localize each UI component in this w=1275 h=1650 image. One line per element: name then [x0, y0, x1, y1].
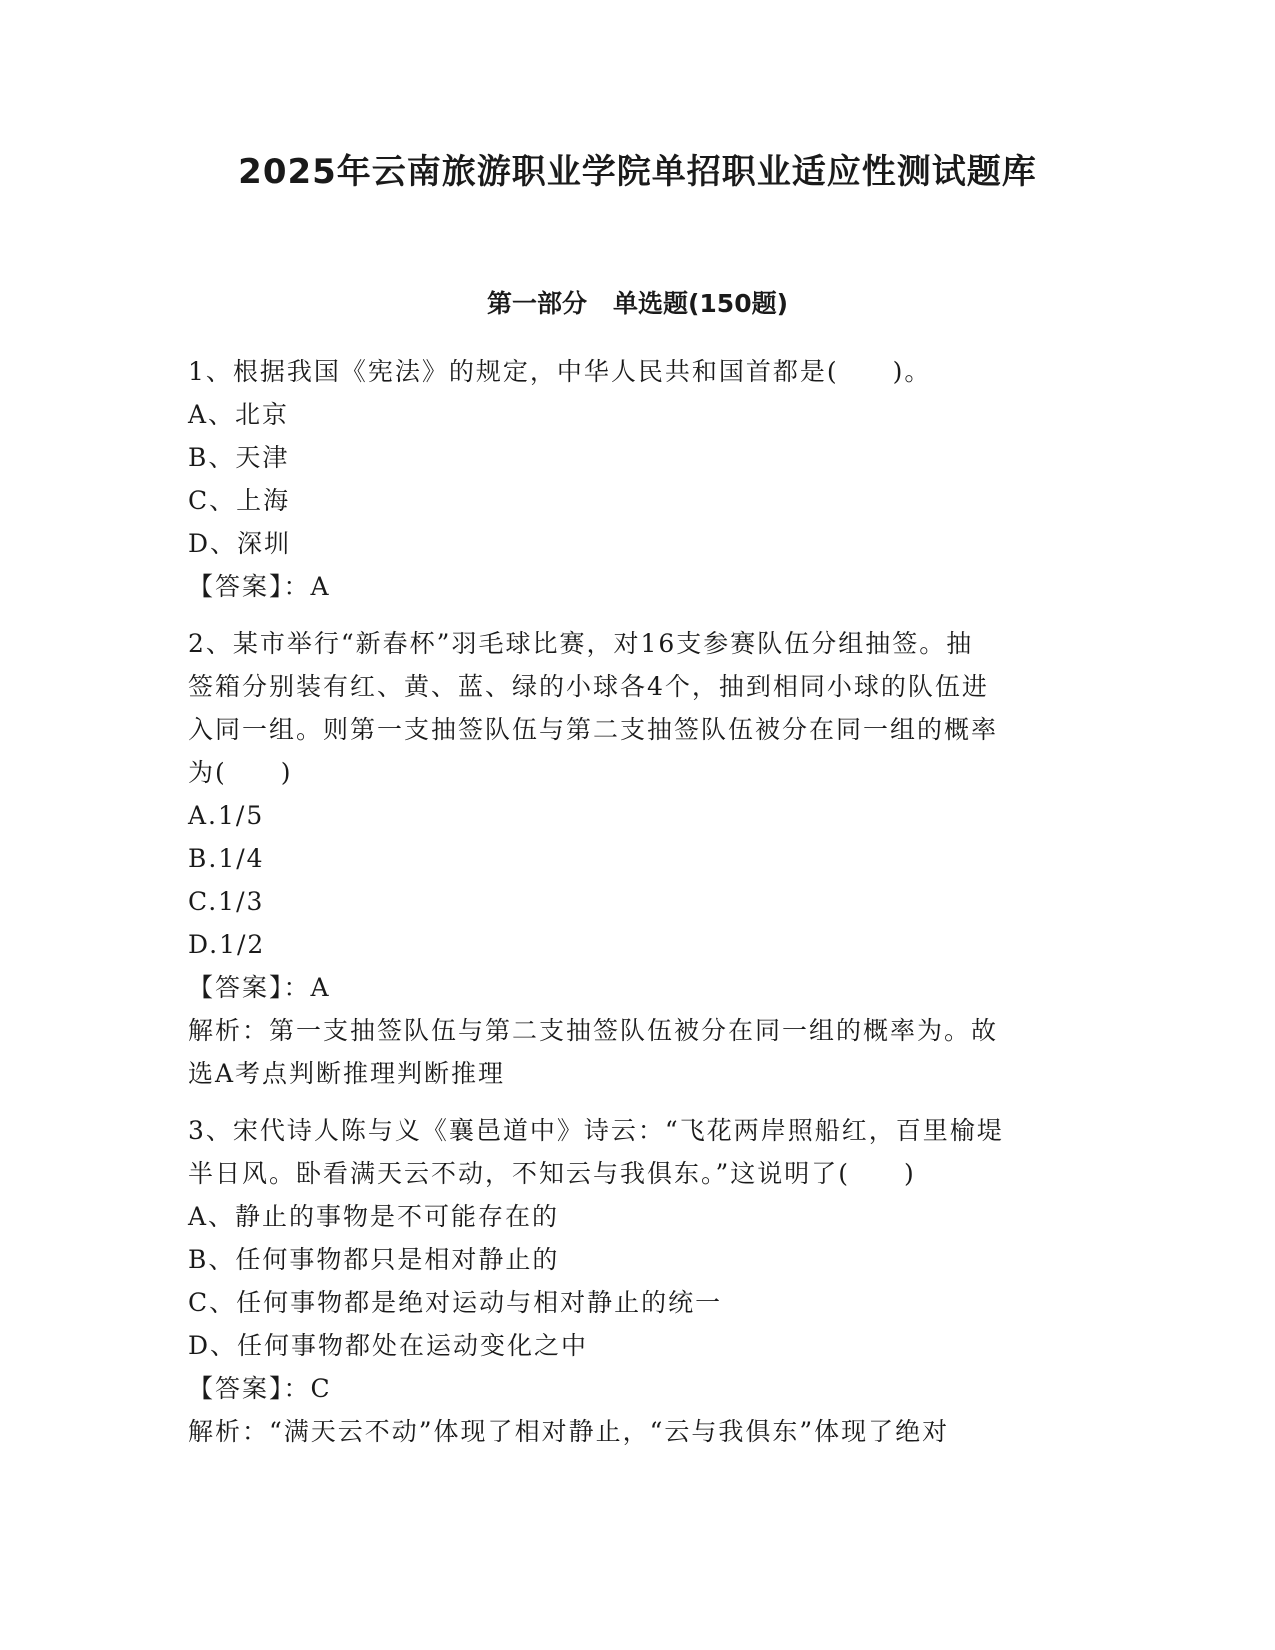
answer-line: 【答案】：A: [188, 572, 331, 601]
option-c: C、上海: [188, 486, 291, 515]
answer-line: 【答案】：A: [188, 973, 331, 1002]
option-a: A.1/5: [188, 801, 265, 830]
option-d: D.1/2: [188, 930, 266, 959]
question-stem-line: 入同一组。则第一支抽签队伍与第二支抽签队伍被分在同一组的概率: [188, 715, 999, 744]
question-stem-line: 1、根据我国《宪法》的规定，中华人民共和国首都是( )。: [188, 357, 932, 386]
question-stem-line: 半日风。卧看满天云不动，不知云与我俱东。”这说明了( ): [188, 1159, 916, 1188]
section-name-label: 单选题(150题): [612, 289, 789, 318]
option-c: C、任何事物都是绝对运动与相对静止的统一: [188, 1288, 723, 1317]
option-b: B.1/4: [188, 844, 265, 873]
document-title: 2025年云南旅游职业学院单招职业适应性测试题库: [238, 152, 1037, 192]
question-1: [188, 350, 1088, 608]
explanation-line: 解析：第一支抽签队伍与第二支抽签队伍被分在同一组的概率为。故: [188, 1016, 999, 1045]
question-3: [188, 1109, 1088, 1453]
section-part-label: 第一部分: [486, 289, 587, 318]
explanation-line: 解析：“满天云不动”体现了相对静止，“云与我俱东”体现了绝对: [188, 1417, 950, 1446]
option-c: C.1/3: [188, 887, 265, 916]
option-d: D、深圳: [188, 529, 292, 558]
question-stem-line: 为( ): [188, 758, 293, 787]
option-b: B、天津: [188, 443, 290, 472]
question-stem-line: 2、某市举行“新春杯”羽毛球比赛，对16支参赛队伍分组抽签。抽: [188, 629, 974, 658]
question-stem-line: 3、宋代诗人陈与义《襄邑道中》诗云：“飞花两岸照船红，百里榆堤: [188, 1116, 1004, 1145]
option-a: A、静止的事物是不可能存在的: [188, 1202, 560, 1231]
section-heading: [0, 287, 1275, 321]
question-list: [188, 350, 1088, 1467]
explanation-line: 选A考点判断推理判断推理: [188, 1059, 506, 1088]
question-stem-line: 签箱分别装有红、黄、蓝、绿的小球各4个，抽到相同小球的队伍进: [188, 672, 989, 701]
option-a: A、北京: [188, 400, 290, 429]
option-d: D、任何事物都处在运动变化之中: [188, 1331, 589, 1360]
question-2: [188, 622, 1088, 1095]
option-b: B、任何事物都只是相对静止的: [188, 1245, 560, 1274]
answer-line: 【答案】：C: [188, 1374, 332, 1403]
